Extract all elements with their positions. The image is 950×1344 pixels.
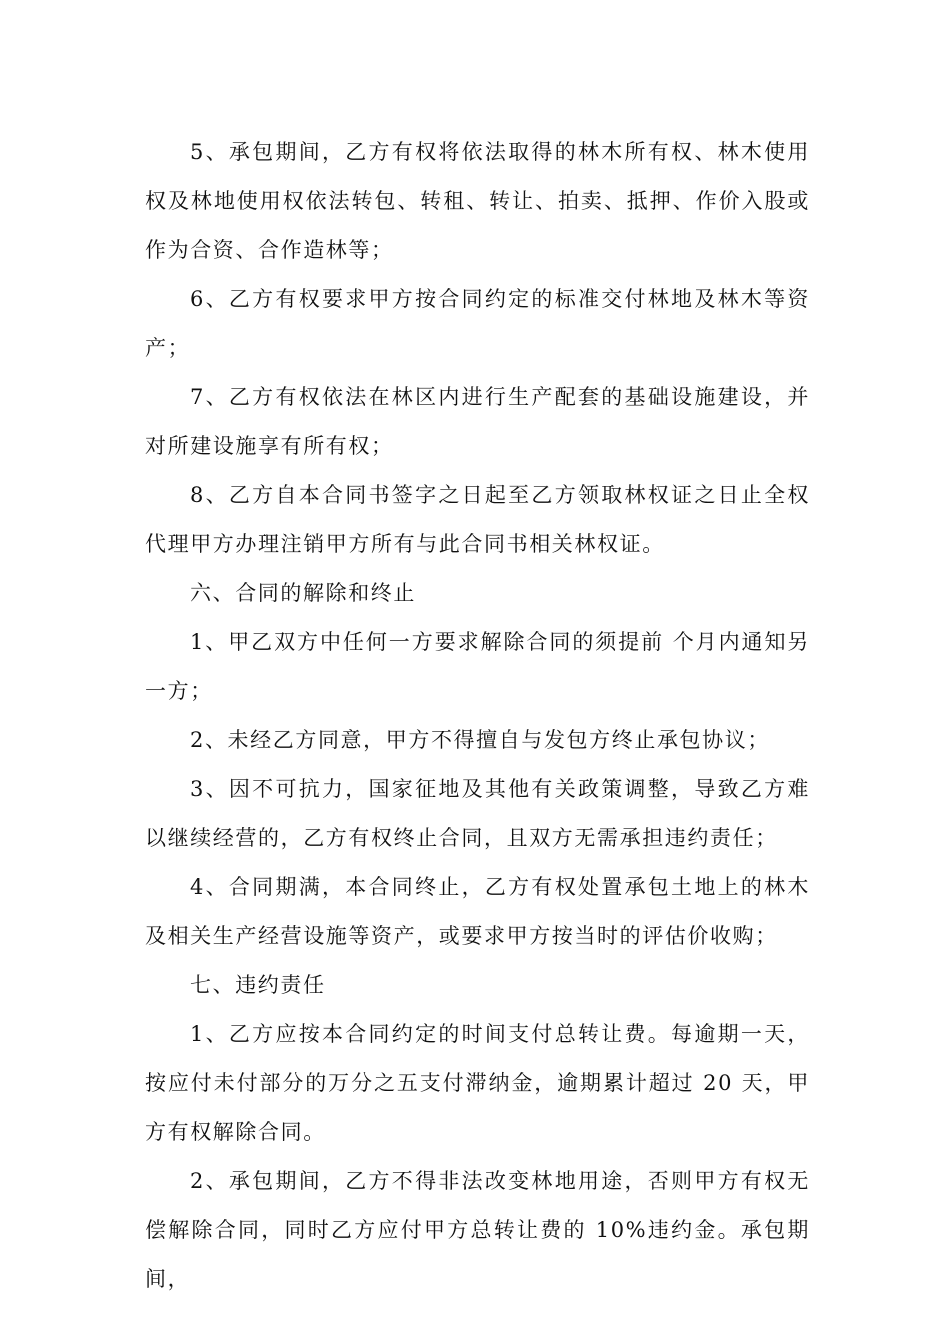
document-body xyxy=(145,128,810,1304)
paragraph-termination-1: 1、甲乙双方中任何一方要求解除合同的须提前 个月内通知另一方； xyxy=(145,630,810,703)
section-heading-termination: 六、合同的解除和终止 xyxy=(190,581,416,605)
paragraph-termination-3: 3、因不可抗力，国家征地及其他有关政策调整，导致乙方难以继续经营的，乙方有权终止合同，且双方无需承担违约责任； xyxy=(145,777,810,850)
paragraph-termination-4: 4、合同期满，本合同终止，乙方有权处置承包土地上的林木及相关生产经营设施等资产，或要求甲方按当时的评估价收购； xyxy=(145,875,810,948)
paragraph-clause-8: 8、乙方自本合同书签字之日起至乙方领取林权证之日止全权代理甲方办理注销甲方所有与此合同书相关林权证。 xyxy=(145,483,810,556)
section-heading-liability: 七、违约责任 xyxy=(190,973,326,997)
paragraph-clause-5: 5、承包期间，乙方有权将依法取得的林木所有权、林木使用权及林地使用权依法转包、转租、转让、拍卖、抵押、作价入股或作为合资、合作造林等； xyxy=(145,140,810,262)
paragraph-clause-7: 7、乙方有权依法在林区内进行生产配套的基础设施建设，并对所建设施享有所有权； xyxy=(145,385,810,458)
paragraph-liability-1: 1、乙方应按本合同约定的时间支付总转让费。每逾期一天，按应付未付部分的万分之五支付滞纳金，逾期累计超过 20 天，甲方有权解除合同。 xyxy=(145,1022,810,1144)
paragraph-termination-2: 2、未经乙方同意，甲方不得擅自与发包方终止承包协议； xyxy=(190,728,770,752)
paragraph-clause-6: 6、乙方有权要求甲方按合同约定的标准交付林地及林木等资产； xyxy=(145,287,810,360)
paragraph-liability-2: 2、承包期间，乙方不得非法改变林地用途，否则甲方有权无偿解除合同，同时乙方应付甲方总转让费的 10%违约金。承包期间， xyxy=(145,1169,810,1291)
